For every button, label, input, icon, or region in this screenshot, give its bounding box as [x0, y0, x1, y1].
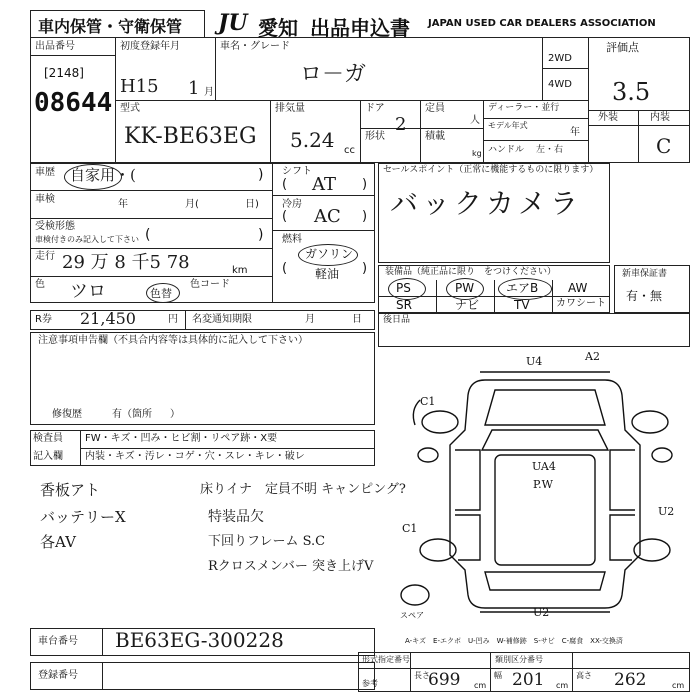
registration-year: H15 [120, 76, 159, 97]
right-mirror [652, 448, 672, 462]
acceptance-label: 受検形態 [35, 221, 75, 232]
inspection-year: 年 [118, 199, 128, 210]
plate-box [30, 662, 375, 690]
history-close: ) [258, 167, 264, 183]
interior-row: 内装・キズ・汚レ・コゲ・穴・スレ・キレ・破レ [85, 451, 305, 462]
remark-left-3: 各AV [40, 533, 76, 551]
warranty-value: 有・無 [626, 289, 663, 303]
lot-number: 08644 [34, 88, 113, 118]
equipment-airbag: エアB [506, 281, 539, 295]
color-label: 色 [35, 279, 45, 290]
pw-circle [446, 278, 484, 300]
remark-left-2: バッテリーX [40, 508, 126, 526]
mark-c1-top: C1 [420, 395, 436, 408]
fuel-open: ( [282, 261, 288, 276]
displacement-value: 5.24 [290, 128, 335, 152]
recycle-value: 21,450 [80, 309, 136, 328]
mark-ua4: UA4 [532, 460, 556, 473]
history-value: 自家用・( [70, 166, 136, 184]
ju-logo: JU [218, 10, 248, 36]
inspection-day: 日) [245, 199, 259, 210]
equipment-seat: カワシート [556, 298, 606, 309]
color-value: ツロ [70, 281, 106, 302]
spare-tire [401, 585, 429, 605]
recycle-label: R券 [35, 314, 52, 325]
fuel-gasoline: ガソリン [305, 247, 354, 261]
body-outline [450, 380, 640, 608]
height-label: 高さ [576, 671, 592, 680]
length-label: 長さ [414, 671, 430, 680]
acceptance-note: 車検付きのみ記入して下さい [35, 235, 139, 244]
exterior-label: 外装 [598, 112, 618, 123]
association-name: JAPAN USED CAR DEALERS ASSOCIATION [428, 18, 656, 29]
height-value: 262 [614, 670, 647, 690]
fuel-close: ) [362, 261, 368, 276]
plate-label: 登録番号 [38, 670, 78, 681]
lot-label: 出品番号 [35, 41, 75, 52]
interior-grade: C [656, 134, 672, 158]
aircon-value: AC [314, 206, 341, 227]
car-name-value: ロ－ガ [300, 62, 367, 87]
doors-value: 2 [395, 114, 407, 135]
form-title: 出品申込書 [310, 16, 410, 40]
remark-right-1: 床りイナ 定員不明 キャンピング? [200, 482, 406, 497]
inspection-month: 月( [185, 199, 199, 210]
name-change-label: 名変通知期限 [192, 314, 252, 325]
warranty-label: 新車保証書 [622, 269, 668, 279]
right-rear-panel [610, 515, 635, 560]
doors-shape-label: 形状 [365, 131, 385, 142]
repair-value: 有（箇所 [112, 409, 152, 420]
brand-name: 愛知 [258, 16, 298, 40]
height-unit: cm [672, 681, 685, 690]
repaint-circle [146, 283, 180, 303]
left-front-door [455, 450, 480, 510]
length-unit: cm [474, 681, 487, 690]
grade-value: 3.5 [612, 78, 651, 106]
shift-close: ) [362, 177, 368, 192]
mark-u2-right: U2 [658, 505, 675, 518]
left-rear-panel [455, 515, 480, 560]
rear-seat-box [378, 313, 690, 347]
mark-c1-left: C1 [402, 522, 418, 535]
mark-u2-rear: U2 [533, 606, 550, 619]
history-circle [64, 164, 122, 190]
color-repaint: 色替 [150, 287, 172, 300]
fuel-diesel: 軽油 [315, 267, 340, 281]
lot-sub: [2148] [44, 66, 84, 80]
width-value: 201 [512, 670, 545, 690]
rear-seat-label: 後日品 [383, 315, 411, 325]
handle-options: 左・右 [536, 145, 564, 155]
recycle-unit: 円 [168, 314, 178, 325]
capacity-unit: 人 [470, 115, 480, 126]
equipment-pw: PW [455, 281, 475, 295]
mileage-unit: km [232, 265, 248, 276]
remark-right-3: 下回りフレーム S.C [208, 534, 326, 549]
chassis-label: 車台番号 [38, 636, 78, 647]
name-change-month: 月 [305, 314, 315, 325]
equipment-ps: PS [396, 281, 411, 295]
load-unit: kg [472, 149, 482, 158]
shift-label: シフト [282, 166, 312, 177]
registration-label: 初度登録年月 [120, 41, 180, 52]
repair-label: 修復歴 [52, 409, 82, 420]
spare-label: スペア [400, 611, 424, 620]
sales-points-value: バックカメラ [390, 187, 583, 220]
car-diagram [400, 350, 690, 620]
reference-label: 参考 [362, 679, 378, 688]
right-front-door [610, 450, 635, 510]
capacity-label: 定員 [425, 103, 445, 114]
registration-month-unit: 月 [204, 87, 214, 98]
mileage-value: 29 万 8 千5 78 [62, 252, 190, 273]
equipment-tv: TV [514, 298, 530, 312]
body-type-label: 形式指定番号 [362, 655, 410, 664]
model-year-label: モデル年式 [488, 121, 528, 130]
fuel-label: 燃料 [282, 234, 302, 245]
history-label: 車歴 [35, 167, 55, 178]
drive-4wd: 4WD [548, 79, 572, 90]
equipment-label: 装備品（純正品に限り をつけください） [385, 267, 557, 277]
acceptance-close: ) [258, 227, 264, 243]
model-value: KK-BE63EG [124, 124, 257, 149]
inspector-label: 検査員 [33, 433, 63, 444]
notes-label: 注意事項申告欄（不具合内容等は具体的に記入して下さい） [38, 335, 308, 346]
interior-label: 内装 [650, 112, 670, 123]
mark-a2: A2 [585, 350, 600, 363]
displacement-label: 排気量 [275, 103, 305, 114]
mark-u4-front: U4 [526, 355, 543, 368]
mark-pw: P.W [533, 478, 553, 491]
remark-right-4: Rクロスメンバー 突き上げV [208, 559, 374, 574]
equipment-aw: AW [568, 281, 588, 295]
equipment-sr: SR [396, 298, 412, 312]
drive-2wd: 2WD [548, 53, 572, 64]
dealer-label: ディーラー・並行 [488, 103, 560, 113]
model-label: 型式 [120, 103, 140, 114]
fw-row: FW・キズ・凹み・ヒビ割・リペア跡・X要 [85, 433, 278, 444]
length-value: 699 [428, 670, 461, 690]
handle-label: ハンドル [488, 145, 525, 155]
airbag-circle [498, 278, 552, 300]
doors-label: ドア [365, 103, 385, 114]
registration-month: 1 [188, 78, 200, 99]
width-label: 幅 [494, 671, 502, 680]
aircon-open: ( [282, 209, 288, 224]
name-change-day: 日 [352, 314, 362, 325]
remark-right-2: 特装品欠 [208, 509, 264, 525]
fuel-circle [298, 244, 358, 266]
rear-window [485, 572, 605, 590]
front-left-wheel [422, 411, 458, 433]
shift-open: ( [282, 177, 288, 192]
hood [485, 390, 605, 425]
load-label: 積載 [425, 131, 445, 142]
class-label: 類別区分番号 [495, 655, 543, 664]
width-unit: cm [556, 681, 569, 690]
ps-circle [388, 278, 426, 300]
aircon-close: ) [362, 209, 368, 224]
aircon-label: 冷房 [282, 199, 302, 210]
shift-value: AT [312, 174, 337, 195]
model-year-unit: 年 [570, 127, 580, 138]
entry-label: 記入欄 [33, 451, 63, 462]
left-mirror [418, 448, 438, 462]
grade-label: 評価点 [606, 41, 639, 54]
damage-legend: A-キズ E-エクボ U-凹み W-補修跡 S-サビ C-腐食 XX-交換済 [405, 637, 623, 645]
chassis-value: BE63EG-300228 [115, 628, 284, 652]
equipment-navi: ナビ [455, 298, 480, 312]
sales-points-label: セールスポイント（正常に機能するものに限ります） [383, 165, 599, 175]
color-code-label: 色コード [190, 279, 230, 290]
mileage-label: 走行 [35, 251, 55, 262]
displacement-unit: cc [344, 145, 355, 156]
acceptance-open: ( [145, 227, 151, 243]
windshield [482, 430, 608, 450]
mark-arc-left [413, 400, 420, 425]
car-name-label: 車名・グレード [220, 41, 290, 52]
remark-left-1: 香板アト [40, 481, 101, 499]
repair-close: ） [170, 409, 180, 420]
inspection-label: 車検 [35, 194, 55, 205]
storage-text: 車内保管・守衛保管 [38, 17, 183, 36]
front-right-wheel [632, 411, 668, 433]
